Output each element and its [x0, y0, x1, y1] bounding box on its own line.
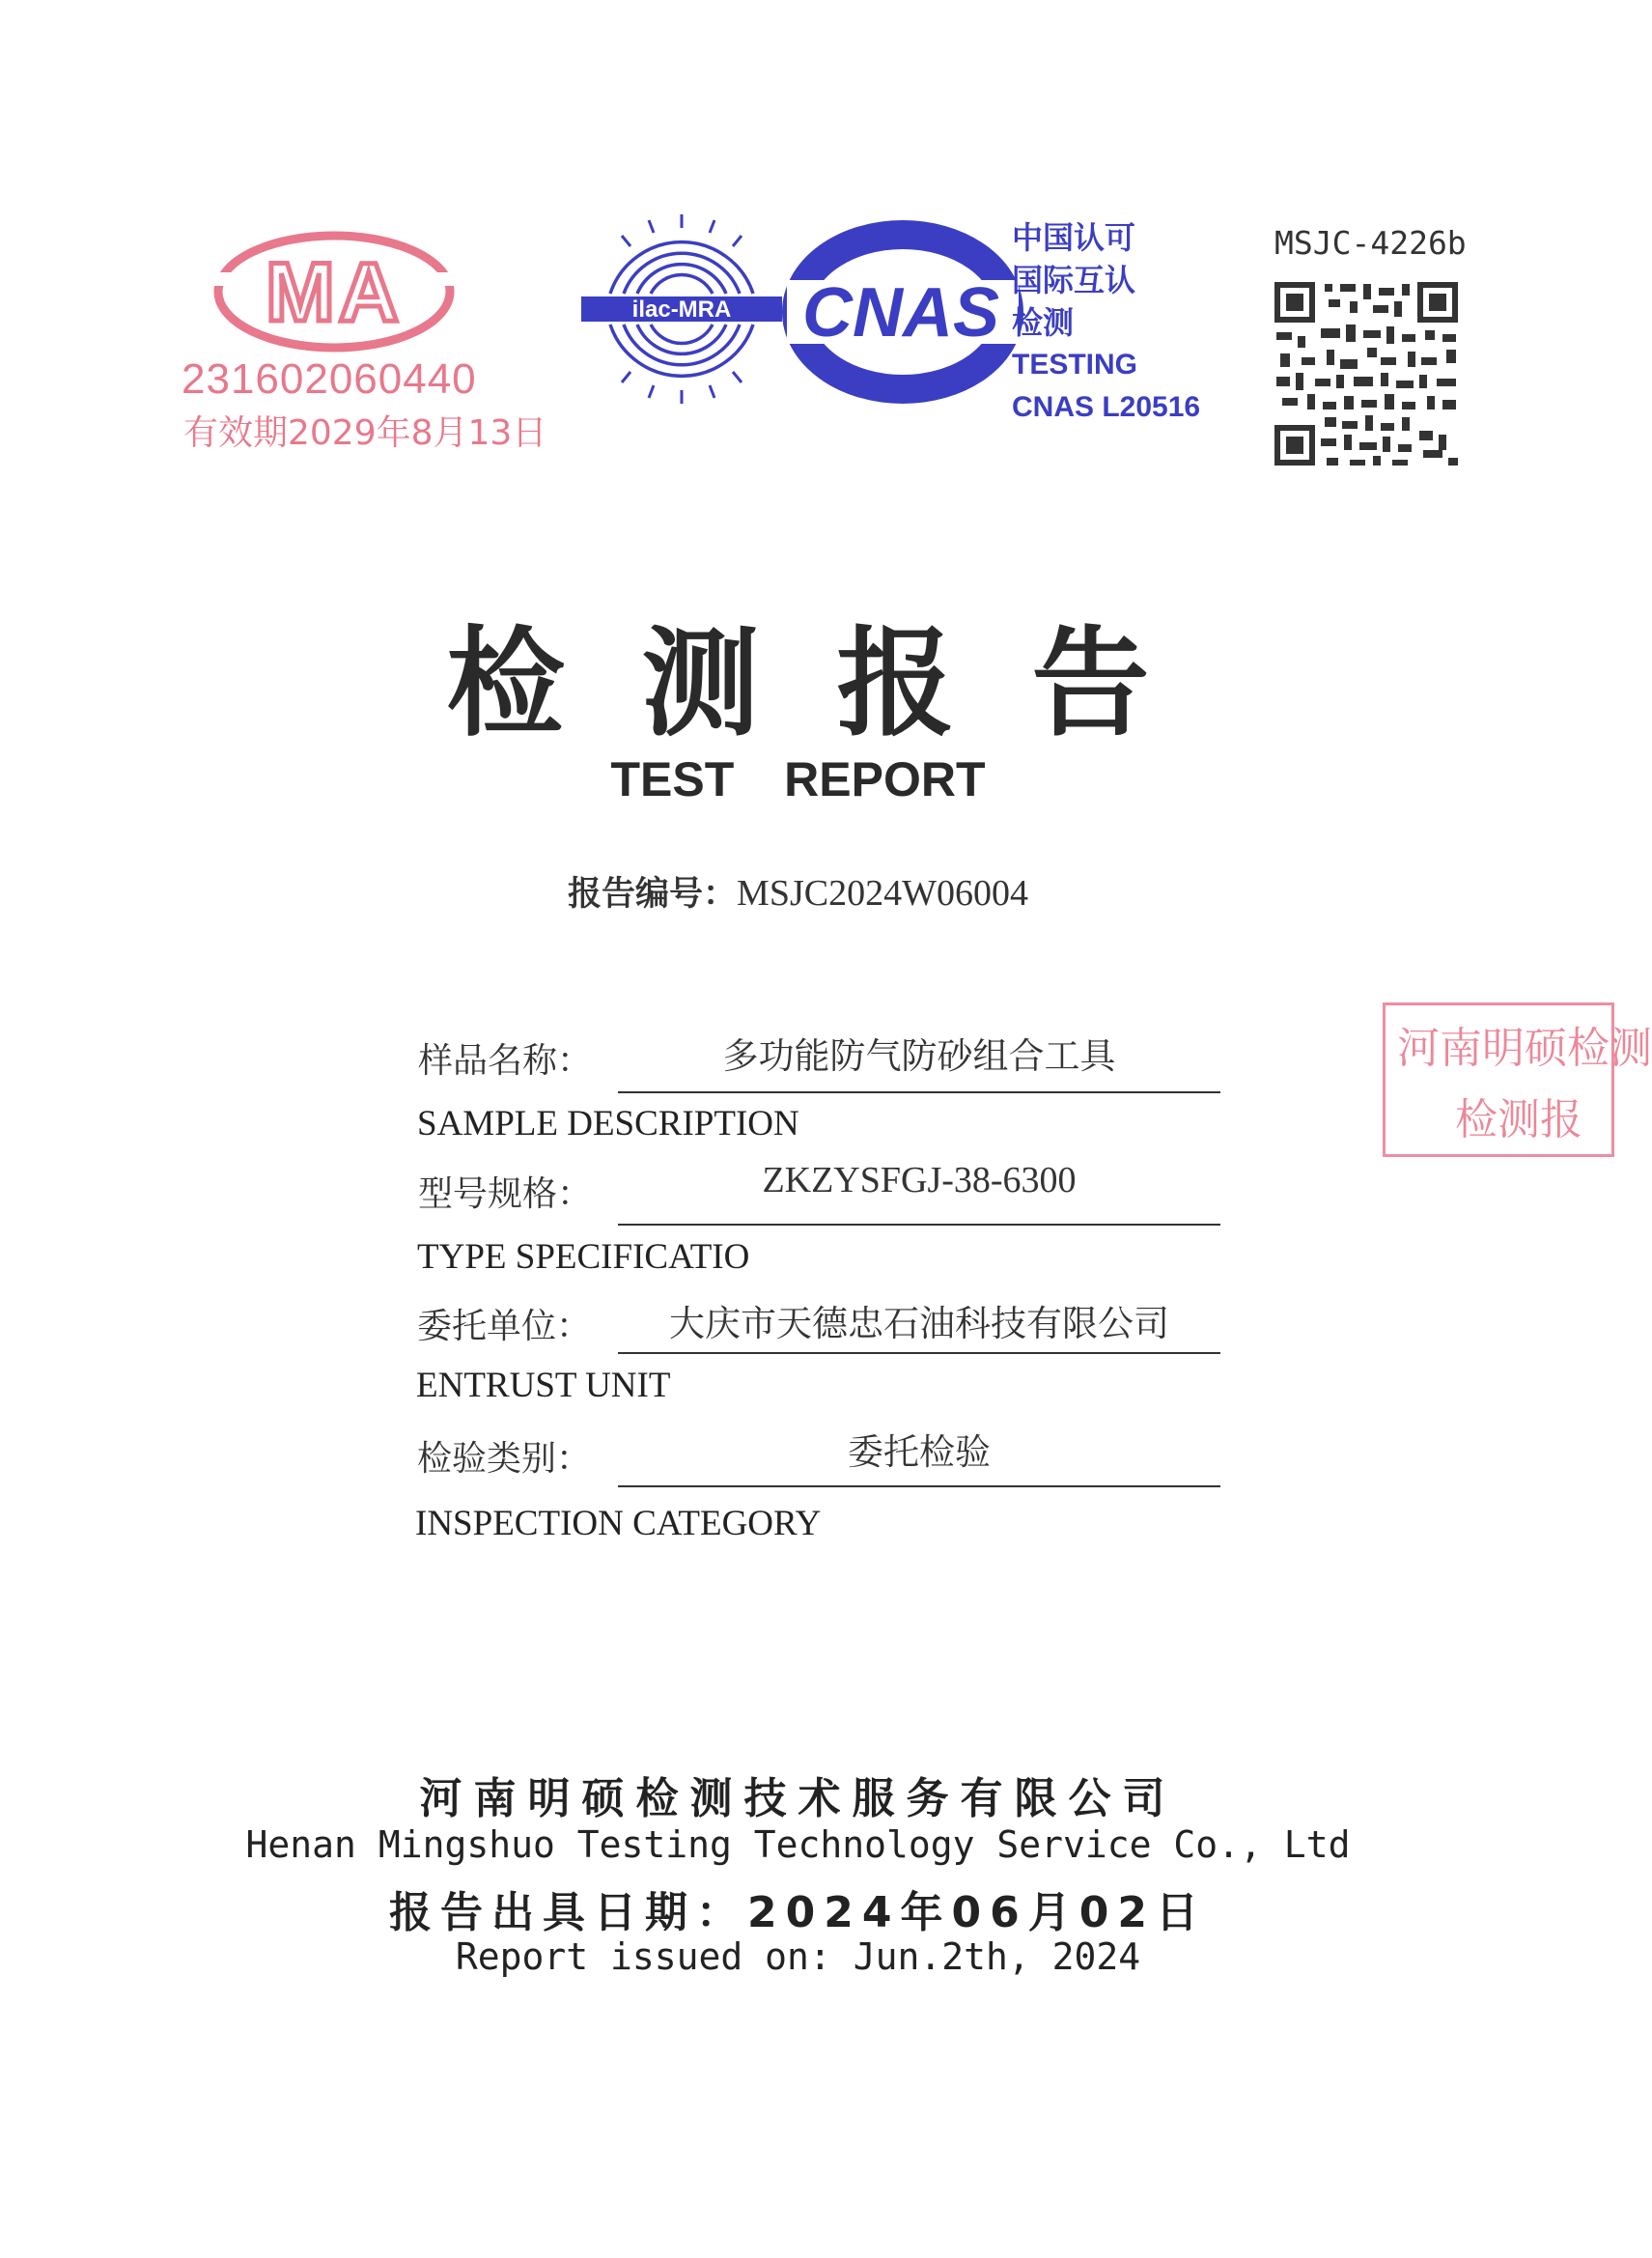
cnas-line-4: TESTING [1012, 349, 1138, 381]
entrust-unit-value: 大庆市天德忠石油科技有限公司 [669, 1303, 1169, 1344]
cnas-accreditation-text [1012, 216, 1200, 429]
company-seal-line-1: 河南明硕检测 [1397, 1024, 1652, 1073]
ilac-mra-logo [581, 209, 782, 409]
cnas-line-3: 检测 [1012, 304, 1075, 341]
sample-description-underline [618, 1091, 1220, 1093]
cnas-logo [787, 220, 1019, 404]
report-title-en: TEST REPORT [610, 752, 986, 806]
company-seal-partial [1383, 1002, 1652, 1157]
type-specification-underline [618, 1224, 1220, 1226]
entrust-unit-label-en: ENTRUST UNIT [416, 1366, 671, 1405]
report-number [0, 867, 1596, 916]
sample-description-label-en: SAMPLE DESCRIPTION [417, 1104, 799, 1143]
type-specification-label-cn: 型号规格： [418, 1174, 593, 1214]
report-number-label: 报告编号： [568, 875, 738, 914]
inspection-category-label-en: INSPECTION CATEGORY [415, 1504, 822, 1543]
inspection-category-underline [618, 1485, 1220, 1487]
inspection-category-label-cn: 检验类别： [417, 1439, 592, 1479]
cma-number: 231602060440 [182, 355, 477, 403]
cnas-line-1: 中国认可 [1012, 219, 1136, 256]
company-seal-line-2: 检测报 [1455, 1095, 1582, 1144]
company-name-en: Henan Mingshuo Testing Technology Service Co., Ltd [245, 1823, 1351, 1866]
report-number-value: MSJC2024W06004 [737, 873, 1028, 914]
document-code: MSJC-4226b [1274, 224, 1467, 262]
cma-valid-until: 有效期2029年8月13日 [183, 413, 547, 453]
entrust-unit-label-cn: 委托单位： [417, 1307, 592, 1346]
sample-description-label-cn: 样品名称： [418, 1041, 593, 1081]
cma-stamp-logo [208, 224, 461, 359]
issue-date-en: Report issued on: Jun.2th, 2024 [455, 1935, 1141, 1978]
type-specification-label-en: TYPE SPECIFICATIO [417, 1237, 750, 1277]
sample-description-value: 多功能防气防砂组合工具 [722, 1035, 1116, 1077]
company-name-cn: 河南明硕检测技术服务有限公司 [419, 1774, 1177, 1823]
ilac-mra-text: ilac-MRA [631, 296, 732, 323]
inspection-category-value: 委托检验 [848, 1431, 991, 1473]
report-title-cn: 检测报告 [446, 613, 1227, 752]
cma-logo-text: MA [266, 246, 403, 339]
cnas-logo-text: CNAS [801, 274, 1000, 352]
cnas-line-5: CNAS L20516 [1012, 391, 1201, 423]
cnas-line-2: 国际互认 [1012, 262, 1136, 298]
type-specification-value: ZKZYSFGJ-38-6300 [762, 1160, 1077, 1200]
qr-code [1273, 280, 1462, 469]
entrust-unit-underline [618, 1352, 1220, 1354]
issue-date-cn: 报告出具日期：2024年06月02日 [389, 1888, 1207, 1937]
